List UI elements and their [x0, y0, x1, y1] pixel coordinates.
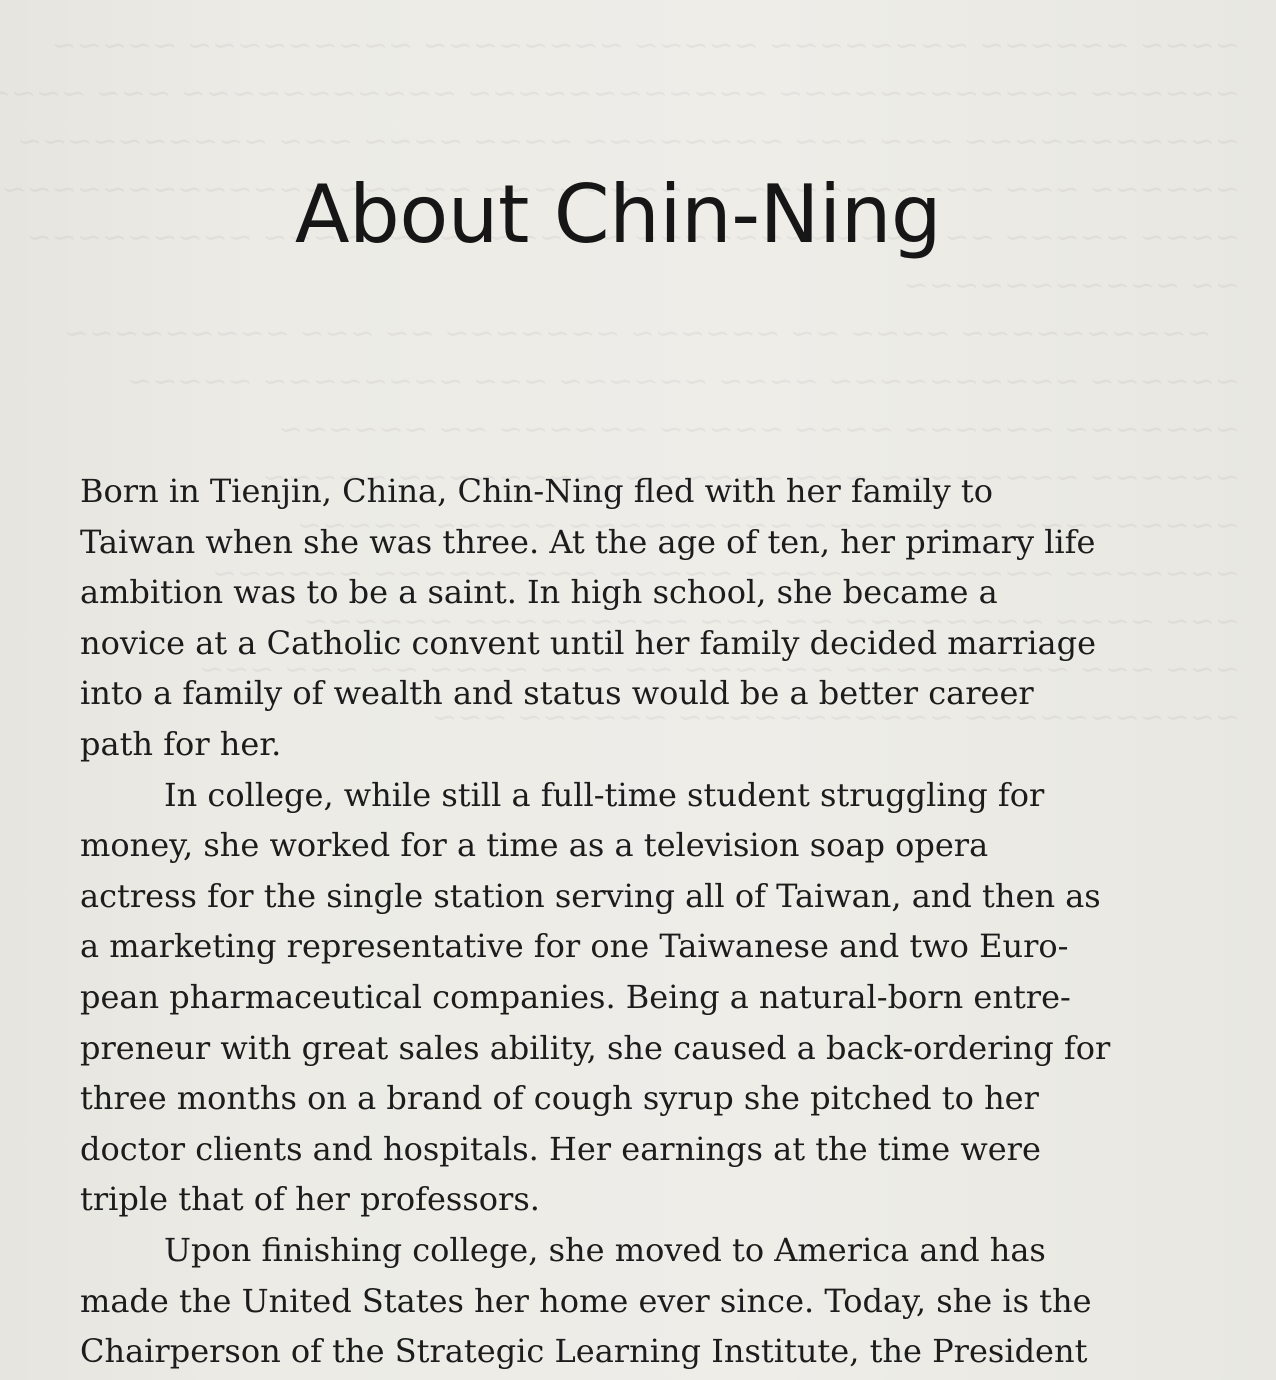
text-line: preneur with great sales ability, she caused a back-ordering for	[80, 1028, 1111, 1067]
text-line: pean pharmaceutical companies. Being a natural-born entre-	[80, 977, 1071, 1016]
text-line: actress for the single station serving all of Taiwan, and then as	[80, 876, 1101, 915]
text-line: novice at a Catholic convent until her family decided marriage	[80, 623, 1097, 662]
paragraph-birth	[80, 466, 1190, 770]
text-line: a marketing representative for one Taiwanese and two Euro-	[80, 927, 1069, 966]
paragraph-america	[80, 1225, 1190, 1377]
text-line: Born in Tienjin, China, Chin-Ning fled with her family to	[80, 472, 994, 510]
text-line: into a family of wealth and status would be a better career	[80, 674, 1034, 713]
text-line: doctor clients and hospitals. Her earnings at the time were	[80, 1129, 1041, 1168]
text-line: ambition was to be a saint. In high school, she became a	[80, 573, 998, 612]
text-line: path for her.	[80, 724, 282, 763]
paragraph-college	[80, 770, 1190, 1225]
text-line: In college, while still a full-time student struggling for	[164, 775, 1045, 814]
text-line: Upon finishing college, she moved to America and has	[164, 1230, 1046, 1269]
text-line: Chairperson of the Strategic Learning Institute, the President	[80, 1332, 1088, 1371]
body-text	[80, 466, 1190, 1377]
text-line: three months on a brand of cough syrup she pitched to her	[80, 1079, 1039, 1118]
text-line: triple that of her professors.	[80, 1180, 540, 1219]
text-line: made the United States her home ever since. Today, she is the	[80, 1281, 1092, 1320]
text-line: money, she worked for a time as a television soap opera	[80, 826, 989, 865]
chapter-title: About Chin-Ning	[294, 168, 942, 261]
text-line: Taiwan when she was three. At the age of ten, her primary life	[80, 522, 1096, 561]
